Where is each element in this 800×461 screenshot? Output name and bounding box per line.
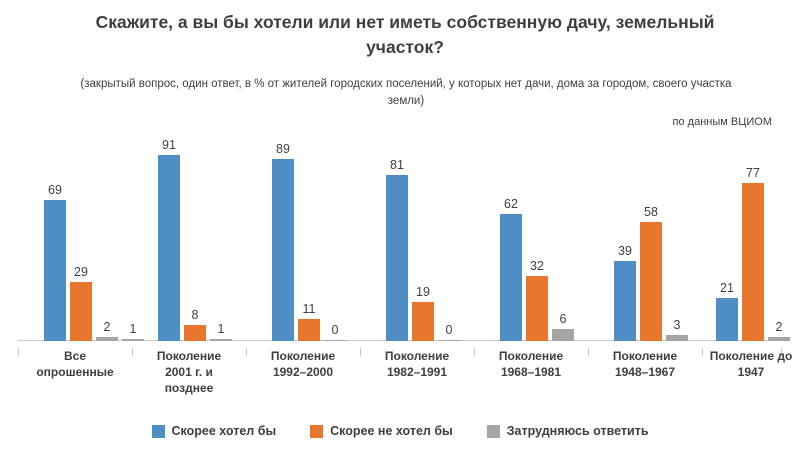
legend-item-2[interactable] xyxy=(487,424,649,438)
bar-group-0 xyxy=(28,136,137,341)
bar-series-2-cat-2[interactable] xyxy=(324,323,346,341)
bar-value-label: 0 xyxy=(331,323,339,337)
bar-value-label: 39 xyxy=(618,244,632,258)
legend-swatch-icon xyxy=(310,425,323,438)
axis-tick xyxy=(474,348,475,356)
bar-value-label: 77 xyxy=(746,166,760,180)
bar-group-5 xyxy=(598,136,702,341)
bar-series-0-cat-2[interactable] xyxy=(272,141,294,342)
axis-tick xyxy=(702,348,703,356)
bar-value-label: 1 xyxy=(217,321,225,336)
category-label-5: Поколение 1948–1967 xyxy=(612,349,678,380)
bar-group-4 xyxy=(484,136,588,341)
chart-subtitle: (закрытый вопрос, один ответ, в % от жителей городских поселений, у которых нет дачи, дома за городом, своего участка земли) xyxy=(80,78,732,108)
axis-tick xyxy=(132,348,133,356)
legend-label-1: Скорее не хотел бы xyxy=(330,424,453,438)
bar-series-1-cat-2[interactable] xyxy=(298,301,320,342)
legend-item-1[interactable] xyxy=(310,424,453,438)
bar-series-0-cat-5[interactable] xyxy=(614,244,636,341)
bar-value-label: 81 xyxy=(390,158,404,172)
bar-value-label: 62 xyxy=(504,197,518,211)
bar-series-0-cat-3[interactable] xyxy=(386,158,408,341)
bar-series-2-cat-3[interactable] xyxy=(438,323,460,341)
bar-series-1-cat-4[interactable] xyxy=(526,258,548,342)
bar-value-label: 3 xyxy=(673,317,681,332)
bar-value-label: 21 xyxy=(720,281,734,295)
bar-group-3 xyxy=(370,136,474,341)
bar-value-label: 19 xyxy=(416,285,430,299)
legend-item-0[interactable] xyxy=(152,424,277,438)
category-label-4: Поколение 1968–1981 xyxy=(498,349,564,380)
bar-series-0-cat-0[interactable] xyxy=(44,182,66,342)
category-label-3: Поколение 1982–1991 xyxy=(384,349,450,380)
bar-series-1-cat-1[interactable] xyxy=(184,307,206,342)
bar-group-6 xyxy=(712,136,800,341)
axis-tick xyxy=(18,348,19,356)
bar-value-label: 29 xyxy=(74,264,88,279)
category-label-2: Поколение 1992–2000 xyxy=(270,349,336,380)
category-label-1: Поколение 2001 г. и позднее xyxy=(156,349,222,396)
bar-value-label: 11 xyxy=(302,301,316,316)
chart-legend xyxy=(0,424,800,438)
bar-value-label: 89 xyxy=(276,141,290,156)
bar-value-label: 6 xyxy=(559,311,567,326)
category-label-6: Поколение до 1947 xyxy=(709,349,793,380)
bar-series-1-cat-6[interactable] xyxy=(742,166,764,341)
axis-tick xyxy=(246,348,247,356)
axis-tick xyxy=(588,348,589,356)
bar-value-label: 0 xyxy=(445,323,453,337)
bar-value-label: 58 xyxy=(644,205,658,219)
bar-value-label: 91 xyxy=(162,137,176,152)
legend-swatch-icon xyxy=(487,425,500,438)
legend-label-2: Затрудняюсь ответить xyxy=(506,424,649,438)
axis-tick xyxy=(360,348,361,356)
bar-series-1-cat-3[interactable] xyxy=(412,285,434,341)
bar-group-2 xyxy=(256,136,360,341)
category-axis-labels xyxy=(18,348,793,404)
bar-series-2-cat-1[interactable] xyxy=(210,321,232,341)
bar-value-label: 2 xyxy=(775,319,783,334)
bar-series-2-cat-6[interactable] xyxy=(768,319,790,341)
bar-series-2b-cat-0[interactable] xyxy=(122,321,144,341)
bar-value-label: 32 xyxy=(530,258,544,273)
bar-value-label: 2 xyxy=(103,319,111,334)
bar-series-1-cat-5[interactable] xyxy=(640,205,662,341)
chart-source-annotation: по данным ВЦИОМ xyxy=(672,116,772,128)
bar-series-2-cat-0[interactable] xyxy=(96,319,118,341)
bar-series-0-cat-1[interactable] xyxy=(158,137,180,342)
bar-series-2-cat-4[interactable] xyxy=(552,311,574,342)
category-label-0: Все опрошенные xyxy=(36,349,114,380)
bar-value-label: 8 xyxy=(191,307,199,322)
chart-title: Скажите, а вы бы хотели или нет иметь собственную дачу, земельный участок? xyxy=(95,12,715,58)
bar-value-label: 1 xyxy=(129,321,137,336)
plot-area xyxy=(18,136,782,341)
bar-series-0-cat-6[interactable] xyxy=(716,281,738,341)
bar-value-label: 69 xyxy=(48,182,62,197)
bar-series-0-cat-4[interactable] xyxy=(500,197,522,341)
bar-series-1-cat-0[interactable] xyxy=(70,264,92,342)
legend-swatch-icon xyxy=(152,425,165,438)
bar-group-1 xyxy=(142,136,246,341)
legend-label-0: Скорее хотел бы xyxy=(171,424,277,438)
bar-series-2-cat-5[interactable] xyxy=(666,317,688,342)
